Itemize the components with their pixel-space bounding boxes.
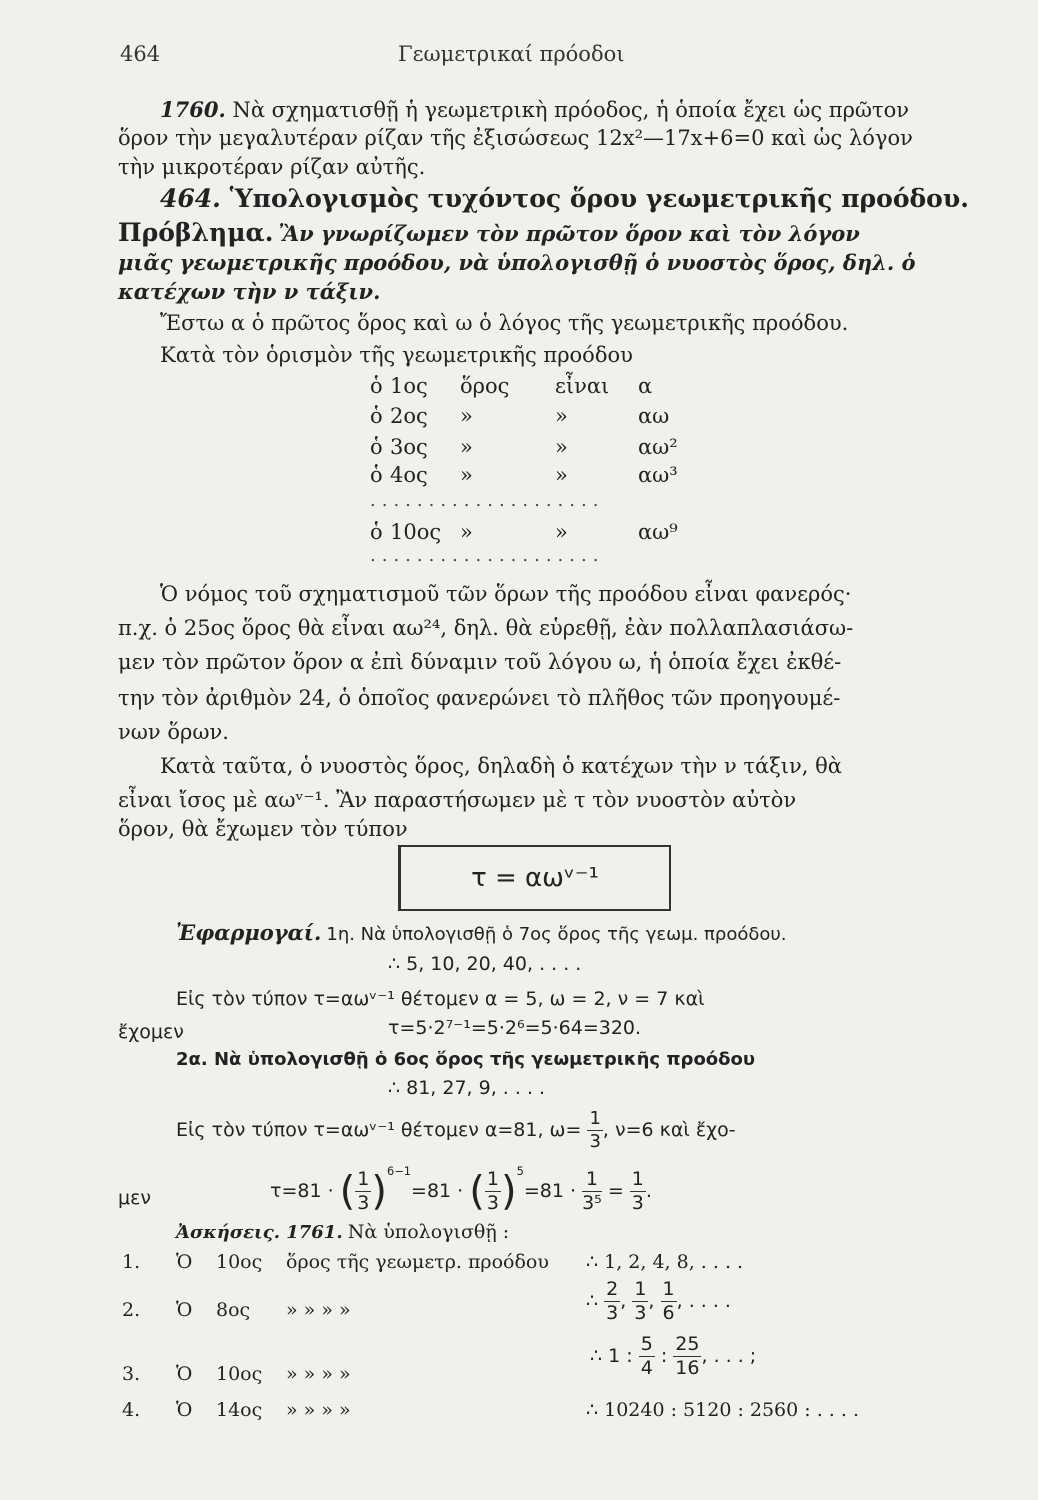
exercise-4-mid: » » » » xyxy=(286,1399,351,1421)
running-title: Γεωμετρικαί πρόοδοι xyxy=(398,42,625,66)
exercise-4-seq: ∴ 10240 : 5120 : 2560 : . . . . xyxy=(586,1399,859,1421)
formula: τ = αωᵛ⁻¹ xyxy=(471,863,599,893)
term-1-verb: εἶναι xyxy=(555,374,610,398)
problem-line1 xyxy=(118,218,860,247)
ex2-fraction-2: $\frac{1}{3}$ xyxy=(634,1278,647,1324)
application-1-have: ἔχομεν xyxy=(118,1021,184,1043)
exercise-4-ord: 14ος xyxy=(216,1399,263,1421)
problem-text1: Ἂν γνωρίζωμεν τὸν πρῶτον ὅρον καὶ τὸν λόγον xyxy=(278,221,860,246)
ex3-tail: , . . . ; xyxy=(701,1345,757,1367)
exercise-3-o: Ὁ xyxy=(176,1363,193,1385)
exercise-3-n: 3. xyxy=(122,1363,141,1385)
application-1-title: 1η. Νὰ ὑπολογισθῇ ὁ 7ος ὅρος τῆς γεωμ. προόδου. xyxy=(326,924,787,945)
exercise-2-n: 2. xyxy=(122,1299,141,1321)
applications-label: Ἐφαρμογαί. xyxy=(176,920,322,945)
exercise-3-sequence: ∴ 1 : $\frac{5}{4}$ : $\frac{25}{16}$ , . . . ; xyxy=(590,1333,757,1379)
exercise-3-ord: 10ος xyxy=(216,1363,263,1385)
dots-row-1: .................... xyxy=(370,490,605,511)
application-2-head: 2α. Νὰ ὑπολογισθῇ ὁ 6ος ὅρος τῆς γεωμετρικῆς προόδου xyxy=(176,1049,756,1070)
exercise-1760-text1: Νὰ σχηματισθῇ ἡ γεωμετρικὴ πρόοδος, ἡ ὁποία ἔχει ὡς πρῶτον xyxy=(232,98,910,122)
term-4-ord: 4ος xyxy=(390,463,428,487)
exercise-1760-line1 xyxy=(160,96,909,124)
conclusion-line1: Κατὰ ταῦτα, ὁ νυοστὸς ὅρος, δηλαδὴ ὁ κατέχων τὴν ν τάξιν, θὰ xyxy=(160,754,842,778)
term-4-verb: » xyxy=(555,463,568,487)
term-3-ord: 3ος xyxy=(390,435,428,459)
application-2-text-start: Εἰς τὸν τύπον τ=αωᵛ⁻¹ θέτομεν α=81, ω= xyxy=(176,1119,582,1141)
term-4-art: ὁ xyxy=(370,463,383,487)
exercises-head xyxy=(176,1218,509,1246)
application-1-text: Εἰς τὸν τύπον τ=αωᵛ⁻¹ θέτομεν α = 5, ω = 2, ν = 7 καὶ xyxy=(176,988,705,1010)
calc-fraction-2: $\frac{1}{3}$ xyxy=(486,1168,499,1214)
calc-mid: =81 · xyxy=(411,1180,464,1202)
exercise-2-o: Ὁ xyxy=(176,1299,193,1321)
exercise-1-seq: ∴ 1, 2, 4, 8, . . . . xyxy=(586,1251,744,1273)
exercise-1-n: 1. xyxy=(122,1251,141,1273)
exercise-4-n: 4. xyxy=(122,1399,141,1421)
calc-equals: = xyxy=(607,1180,624,1202)
therefore-symbol: ∴ xyxy=(586,1290,599,1312)
application-1-calc: τ=5·2⁷⁻¹=5·2⁶=5·64=320. xyxy=(388,1017,642,1039)
calc-start: τ=81 · xyxy=(270,1180,334,1202)
exercise-1760-line2: ὅρον τὴν μεγαλυτέραν ρίζαν τῆς ἐξισώσεως 12x²—17x+6=0 καὶ ὡς λόγον xyxy=(118,126,913,150)
calc-end-1: =81 · xyxy=(523,1180,577,1202)
term-3-verb: » xyxy=(555,435,568,459)
law-line1: Ὁ νόμος τοῦ σχηματισμοῦ τῶν ὅρων τῆς προόδου εἶναι φανερός· xyxy=(160,582,852,606)
term-3-art: ὁ xyxy=(370,435,383,459)
problem-label: Πρόβλημα. xyxy=(118,218,274,247)
term-5-val: αω⁹ xyxy=(638,520,678,544)
ex2-fraction-1: $\frac{2}{3}$ xyxy=(606,1278,619,1324)
exercise-1-ord: 10ος xyxy=(216,1251,263,1273)
conclusion-line2: εἶναι ἴσος μὲ αωᵛ⁻¹. Ἂν παραστήσωμεν μὲ τ τὸν νυοστὸν αὐτὸν xyxy=(118,788,797,812)
term-5-art: ὁ xyxy=(370,520,383,544)
application-1-head xyxy=(176,920,787,949)
calc-period: . xyxy=(645,1180,652,1202)
calc-fraction-4: $\frac{1}{3}$ xyxy=(631,1168,644,1214)
exercise-1760-number: 1760. xyxy=(160,97,226,122)
exercise-3-mid: » » » » xyxy=(286,1363,351,1385)
term-5-verb: » xyxy=(555,520,568,544)
law-line3: μεν τὸν πρῶτον ὅρον α ἐπὶ δύναμιν τοῦ λόγου ω, ἡ ὁποία ἔχει ἐκθέ- xyxy=(118,650,842,674)
law-line4: την τὸν ἀριθμὸν 24, ὁ ὁποῖος φανερώνει τὸ πλῆθος τῶν προηγουμέ- xyxy=(118,686,841,710)
term-1-val: α xyxy=(638,374,653,398)
term-3-val: αω² xyxy=(638,435,678,459)
conclusion-line3: ὅρον, θὰ ἔχωμεν τὸν τύπον xyxy=(118,817,408,841)
ex3-fraction-1: $\frac{5}{4}$ xyxy=(640,1333,653,1379)
term-2-art: ὁ xyxy=(370,404,383,428)
calc-exponent-2: 5 xyxy=(516,1164,524,1178)
law-line5: νων ὅρων. xyxy=(118,720,229,744)
dots-row-2: .................... xyxy=(370,545,605,566)
term-2-verb: » xyxy=(555,404,568,428)
exercise-1-o: Ὁ xyxy=(176,1251,193,1273)
term-2-val: αω xyxy=(638,404,670,428)
term-1-word: ὅρος xyxy=(460,374,510,398)
application-2-men: μεν xyxy=(118,1187,151,1209)
term-5-word: » xyxy=(460,520,473,544)
page-number: 464 xyxy=(120,42,161,66)
problem-line3: κατέχων τὴν ν τάξιν. xyxy=(118,279,381,304)
term-1-ord: 1ος xyxy=(390,374,428,398)
term-5-ord: 10ος xyxy=(390,520,442,544)
term-4-word: » xyxy=(460,463,473,487)
formula-box xyxy=(398,845,671,911)
ex3-start: ∴ 1 : xyxy=(590,1345,633,1367)
section-number: 464. xyxy=(160,184,221,213)
section-heading xyxy=(160,184,969,213)
term-2-ord: 2ος xyxy=(390,404,428,428)
application-2-calc: τ=81 · ( $\frac{1}{3}$ )$^{6-1}$=81 · ( $\frac{1}{3}$ )$^5$=81 · $\frac{1}{\text{3⁵}}$ = $\frac{1}{3}$ . xyxy=(270,1164,652,1215)
definition-line: Κατὰ τὸν ὁρισμὸν τῆς γεωμετρικῆς προόδου xyxy=(160,343,633,367)
exercises-intro: Νὰ ὑπολογισθῇ : xyxy=(347,1221,510,1243)
ex2-tail: , . . . . xyxy=(676,1290,731,1312)
exercise-1-mid: ὅρος τῆς γεωμετρ. προόδου xyxy=(286,1251,549,1273)
exercise-4-o: Ὁ xyxy=(176,1399,193,1421)
term-1-art: ὁ xyxy=(370,374,383,398)
term-4-val: αω³ xyxy=(638,463,678,487)
ex3-fraction-2: $\frac{25}{16}$ xyxy=(675,1333,700,1379)
application-2-text-end: , ν=6 καὶ ἔχο- xyxy=(602,1119,736,1141)
term-2-word: » xyxy=(460,404,473,428)
application-1-sequence: ∴ 5, 10, 20, 40, . . . . xyxy=(388,953,582,975)
exercise-2-ord: 8ος xyxy=(216,1299,251,1321)
term-3-word: » xyxy=(460,435,473,459)
let-statement: Ἔστω α ὁ πρῶτος ὅρος καὶ ω ὁ λόγος τῆς γεωμετρικῆς προόδου. xyxy=(160,311,849,335)
application-2-text xyxy=(176,1110,736,1151)
law-line2: π.χ. ὁ 25ος ὅρος θὰ εἶναι αω²⁴, δηλ. θὰ εὑρεθῇ, ἐὰν πολλαπλασιάσω- xyxy=(118,616,854,640)
problem-line2: μιᾶς γεωμετρικῆς προόδου, νὰ ὑπολογισθῇ ὁ νυοστὸς ὅρος, δηλ. ὁ xyxy=(118,250,916,275)
ex2-fraction-3: $\frac{1}{6}$ xyxy=(662,1278,675,1324)
calc-fraction-3: $\frac{1}{\text{3⁵}}$ xyxy=(582,1168,602,1214)
exercise-2-mid: » » » » xyxy=(286,1299,351,1321)
exercise-2-sequence: ∴ $\frac{2}{3}$ , $\frac{1}{3}$ , $\frac{1}{6}$ , . . . . xyxy=(586,1278,731,1324)
section-title: Ὑπολογισμὸς τυχόντος ὅρου γεωμετρικῆς προόδου. xyxy=(229,184,969,213)
exercises-label: Ἀσκήσεις. 1761. xyxy=(176,1222,343,1243)
fraction-one-third: $\frac{1}{3}$ xyxy=(589,1108,601,1152)
calc-fraction-1: $\frac{1}{3}$ xyxy=(357,1168,370,1214)
application-2-sequence: ∴ 81, 27, 9, . . . . xyxy=(388,1077,546,1099)
exercise-1760-line3: τὴν μικροτέραν ρίζαν αὐτῆς. xyxy=(118,155,426,179)
calc-exponent-1: 6−1 xyxy=(386,1164,412,1178)
